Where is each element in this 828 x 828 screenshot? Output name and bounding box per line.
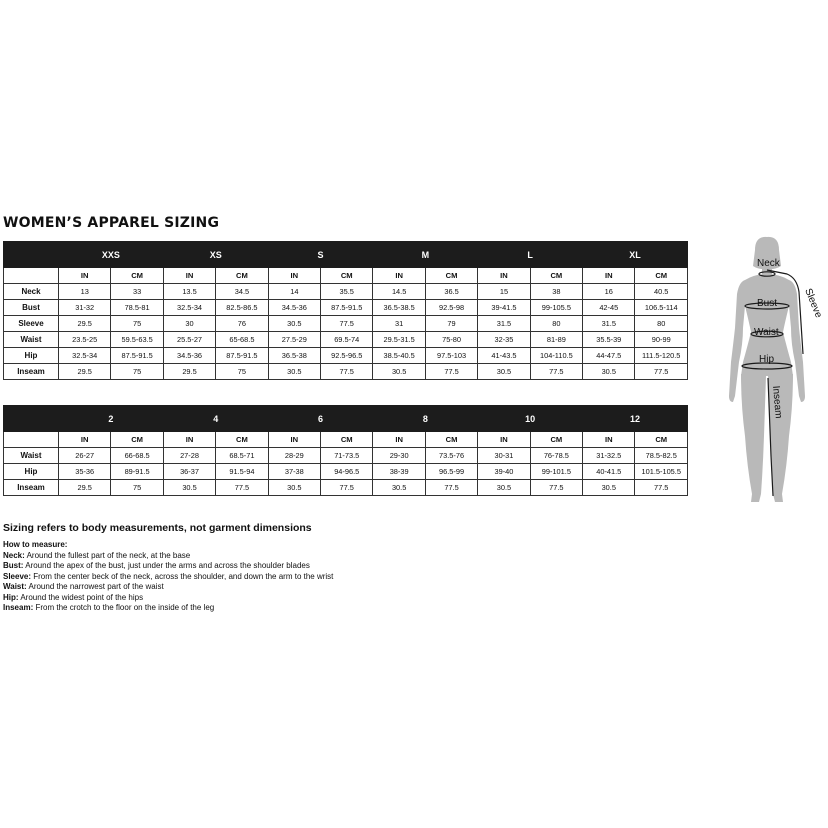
- table-cell: 31.5: [583, 316, 635, 332]
- header-blank: [4, 242, 59, 268]
- table-cell: 77.5: [216, 480, 268, 496]
- unit-cm-header: CM: [111, 268, 163, 284]
- table-cell: 78.5-82.5: [635, 448, 688, 464]
- table-cell: 33: [111, 284, 163, 300]
- table-row: [4, 316, 688, 332]
- table-cell: 29-30: [373, 448, 425, 464]
- table-cell: 38.5-40.5: [373, 348, 425, 364]
- unit-in-header: IN: [268, 268, 320, 284]
- unit-cm-header: CM: [530, 432, 582, 448]
- table-cell: 77.5: [321, 364, 373, 380]
- table-cell: 68.5-71: [216, 448, 268, 464]
- row-label: Hip: [4, 464, 59, 480]
- row-label: Sleeve: [4, 316, 59, 332]
- unit-cm-header: CM: [321, 268, 373, 284]
- size-header: S: [268, 242, 373, 268]
- table-cell: 91.5-94: [216, 464, 268, 480]
- table-cell: 104-110.5: [530, 348, 582, 364]
- table-cell: 66-68.5: [111, 448, 163, 464]
- note-inseam: [3, 603, 523, 614]
- table-cell: 80: [530, 316, 582, 332]
- note-term: Bust:: [3, 561, 24, 570]
- table-cell: 23.5-25: [59, 332, 111, 348]
- row-label: Inseam: [4, 364, 59, 380]
- table-cell: 14: [268, 284, 320, 300]
- unit-in-header: IN: [268, 432, 320, 448]
- row-label: Inseam: [4, 480, 59, 496]
- unit-in-header: IN: [478, 432, 530, 448]
- unit-in-header: IN: [59, 268, 111, 284]
- unit-cm-header: CM: [111, 432, 163, 448]
- table-row: [4, 364, 688, 380]
- table-cell: 30.5: [478, 480, 530, 496]
- figure-label-neck: Neck: [757, 258, 780, 269]
- table-cell: 37-38: [268, 464, 320, 480]
- unit-cm-header: CM: [635, 432, 688, 448]
- row-label: Waist: [4, 332, 59, 348]
- unit-in-header: IN: [163, 432, 215, 448]
- table-cell: 32-35: [478, 332, 530, 348]
- size-header: 6: [268, 406, 373, 432]
- note-text: From the crotch to the floor on the inside of the leg: [33, 603, 215, 612]
- table-row: [4, 348, 688, 364]
- table-row: [4, 480, 688, 496]
- size-header: M: [373, 242, 478, 268]
- table-cell: 77.5: [425, 480, 477, 496]
- how-to-measure-label: How to measure:: [3, 540, 68, 549]
- unit-cm-header: CM: [321, 432, 373, 448]
- table-cell: 101.5-105.5: [635, 464, 688, 480]
- table-cell: 30.5: [268, 316, 320, 332]
- table-cell: 76: [216, 316, 268, 332]
- units-blank: [4, 268, 59, 284]
- table-cell: 77.5: [530, 364, 582, 380]
- figure-label-inseam: Inseam: [770, 385, 784, 419]
- table-row: [4, 332, 688, 348]
- table-cell: 39-41.5: [478, 300, 530, 316]
- size-header: XS: [163, 242, 268, 268]
- table-cell: 29.5-31.5: [373, 332, 425, 348]
- table-cell: 39-40: [478, 464, 530, 480]
- unit-in-header: IN: [59, 432, 111, 448]
- table-cell: 69.5-74: [321, 332, 373, 348]
- figure-label-sleeve: Sleeve: [802, 287, 824, 320]
- table-cell: 32.5-34: [59, 348, 111, 364]
- table-cell: 35.5-39: [583, 332, 635, 348]
- table-cell: 30.5: [478, 364, 530, 380]
- unit-in-header: IN: [373, 432, 425, 448]
- table-cell: 87.5-91.5: [111, 348, 163, 364]
- size-header: 4: [163, 406, 268, 432]
- table-cell: 31-32: [59, 300, 111, 316]
- table-cell: 30.5: [583, 364, 635, 380]
- size-header: L: [478, 242, 583, 268]
- notes-heading: Sizing refers to body measurements, not garment dimensions: [3, 522, 312, 534]
- table-cell: 36-37: [163, 464, 215, 480]
- table-cell: 30.5: [373, 480, 425, 496]
- note-waist: [3, 582, 523, 593]
- table-cell: 59.5-63.5: [111, 332, 163, 348]
- note-bust: [3, 561, 523, 572]
- table-cell: 78.5-81: [111, 300, 163, 316]
- table-cell: 29.5: [59, 316, 111, 332]
- table-cell: 30.5: [163, 480, 215, 496]
- table-cell: 42-45: [583, 300, 635, 316]
- table-row: [4, 300, 688, 316]
- note-sleeve: [3, 572, 523, 583]
- table-cell: 75: [111, 364, 163, 380]
- body-measurement-figure: [715, 236, 825, 506]
- table-cell: 40.5: [635, 284, 688, 300]
- table-cell: 41-43.5: [478, 348, 530, 364]
- table-cell: 27-28: [163, 448, 215, 464]
- note-hip: [3, 593, 523, 604]
- table-cell: 35-36: [59, 464, 111, 480]
- table-cell: 99-101.5: [530, 464, 582, 480]
- woman-silhouette-icon: [715, 236, 825, 506]
- table-cell: 97.5-103: [425, 348, 477, 364]
- table-cell: 75: [216, 364, 268, 380]
- table-cell: 38: [530, 284, 582, 300]
- table-cell: 32.5-34: [163, 300, 215, 316]
- unit-in-header: IN: [163, 268, 215, 284]
- table-cell: 30.5: [583, 480, 635, 496]
- unit-in-header: IN: [478, 268, 530, 284]
- table-cell: 99-105.5: [530, 300, 582, 316]
- table-cell: 89-91.5: [111, 464, 163, 480]
- size-header: 12: [583, 406, 688, 432]
- table-cell: 76-78.5: [530, 448, 582, 464]
- row-label: Waist: [4, 448, 59, 464]
- table-cell: 31.5: [478, 316, 530, 332]
- table-cell: 36.5-38: [268, 348, 320, 364]
- units-row: [4, 268, 688, 284]
- table-cell: 111.5-120.5: [635, 348, 688, 364]
- table-cell: 77.5: [425, 364, 477, 380]
- table-cell: 16: [583, 284, 635, 300]
- size-header: 8: [373, 406, 478, 432]
- note-term: Inseam:: [3, 603, 34, 612]
- table-cell: 92.5-98: [425, 300, 477, 316]
- size-table-letter: [3, 241, 688, 380]
- table-cell: 25.5-27: [163, 332, 215, 348]
- table-cell: 35.5: [321, 284, 373, 300]
- row-label: Hip: [4, 348, 59, 364]
- page-title: WOMEN’S APPAREL SIZING: [3, 215, 220, 231]
- table-cell: 29.5: [59, 480, 111, 496]
- unit-cm-header: CM: [216, 268, 268, 284]
- size-table-numeric: [3, 405, 688, 496]
- figure-label-waist: Waist: [754, 327, 779, 338]
- table-cell: 82.5-86.5: [216, 300, 268, 316]
- table-cell: 31: [373, 316, 425, 332]
- table-cell: 77.5: [635, 364, 688, 380]
- table-row: [4, 464, 688, 480]
- table-cell: 30.5: [373, 364, 425, 380]
- note-term: Hip:: [3, 592, 19, 602]
- table-cell: 40-41.5: [583, 464, 635, 480]
- note-text: Around the fullest part of the neck, at the base: [24, 550, 191, 560]
- table-cell: 36.5-38.5: [373, 300, 425, 316]
- note-term: Waist:: [3, 582, 27, 591]
- table-cell: 94-96.5: [321, 464, 373, 480]
- note-text: From the center beck of the neck, across the shoulder, and down the arm to the wrist: [31, 571, 334, 581]
- table-cell: 31-32.5: [583, 448, 635, 464]
- table-cell: 34.5: [216, 284, 268, 300]
- table-cell: 90-99: [635, 332, 688, 348]
- table-cell: 96.5-99: [425, 464, 477, 480]
- unit-in-header: IN: [373, 268, 425, 284]
- units-row: [4, 432, 688, 448]
- unit-cm-header: CM: [216, 432, 268, 448]
- table-cell: 77.5: [321, 480, 373, 496]
- note-text: Around the widest point of the hips: [18, 592, 144, 602]
- size-header: 2: [59, 406, 164, 432]
- units-blank: [4, 432, 59, 448]
- table-cell: 27.5-29: [268, 332, 320, 348]
- note-term: Neck:: [3, 550, 25, 560]
- table-cell: 30: [163, 316, 215, 332]
- table-cell: 38-39: [373, 464, 425, 480]
- note-text: Around the narrowest part of the waist: [26, 582, 164, 591]
- header-blank: [4, 406, 59, 432]
- size-header: XL: [583, 242, 688, 268]
- note-text: Around the apex of the bust, just under the arms and across the shoulder blades: [23, 561, 310, 570]
- table-cell: 13.5: [163, 284, 215, 300]
- table-cell: 13: [59, 284, 111, 300]
- table-cell: 71-73.5: [321, 448, 373, 464]
- unit-cm-header: CM: [425, 268, 477, 284]
- figure-label-bust: Bust: [757, 298, 778, 309]
- table-cell: 77.5: [635, 480, 688, 496]
- unit-cm-header: CM: [530, 268, 582, 284]
- table-cell: 30-31: [478, 448, 530, 464]
- table-cell: 80: [635, 316, 688, 332]
- table-cell: 29.5: [163, 364, 215, 380]
- table-cell: 106.5-114: [635, 300, 688, 316]
- table-cell: 79: [425, 316, 477, 332]
- figure-label-hip: Hip: [759, 354, 775, 365]
- table-cell: 30.5: [268, 480, 320, 496]
- note-neck: [3, 551, 523, 562]
- table-cell: 75-80: [425, 332, 477, 348]
- table-cell: 73.5-76: [425, 448, 477, 464]
- unit-in-header: IN: [583, 268, 635, 284]
- table-cell: 87.5-91.5: [216, 348, 268, 364]
- table-cell: 28-29: [268, 448, 320, 464]
- table-cell: 75: [111, 316, 163, 332]
- table-cell: 30.5: [268, 364, 320, 380]
- table-cell: 75: [111, 480, 163, 496]
- table-row: [4, 448, 688, 464]
- size-header: XXS: [59, 242, 164, 268]
- unit-cm-header: CM: [635, 268, 688, 284]
- unit-in-header: IN: [583, 432, 635, 448]
- table-cell: 81-89: [530, 332, 582, 348]
- table-cell: 26-27: [59, 448, 111, 464]
- table-cell: 15: [478, 284, 530, 300]
- table-cell: 92.5-96.5: [321, 348, 373, 364]
- unit-cm-header: CM: [425, 432, 477, 448]
- table-cell: 65-68.5: [216, 332, 268, 348]
- table-cell: 77.5: [321, 316, 373, 332]
- row-label: Bust: [4, 300, 59, 316]
- table-cell: 14.5: [373, 284, 425, 300]
- table-cell: 29.5: [59, 364, 111, 380]
- note-term: Sleeve:: [3, 571, 32, 581]
- table-cell: 77.5: [530, 480, 582, 496]
- table-cell: 87.5-91.5: [321, 300, 373, 316]
- table-row: [4, 284, 688, 300]
- measurement-notes: [3, 522, 523, 614]
- table-cell: 44-47.5: [583, 348, 635, 364]
- size-header: 10: [478, 406, 583, 432]
- table-cell: 34.5-36: [163, 348, 215, 364]
- table-cell: 36.5: [425, 284, 477, 300]
- row-label: Neck: [4, 284, 59, 300]
- table-cell: 34.5-36: [268, 300, 320, 316]
